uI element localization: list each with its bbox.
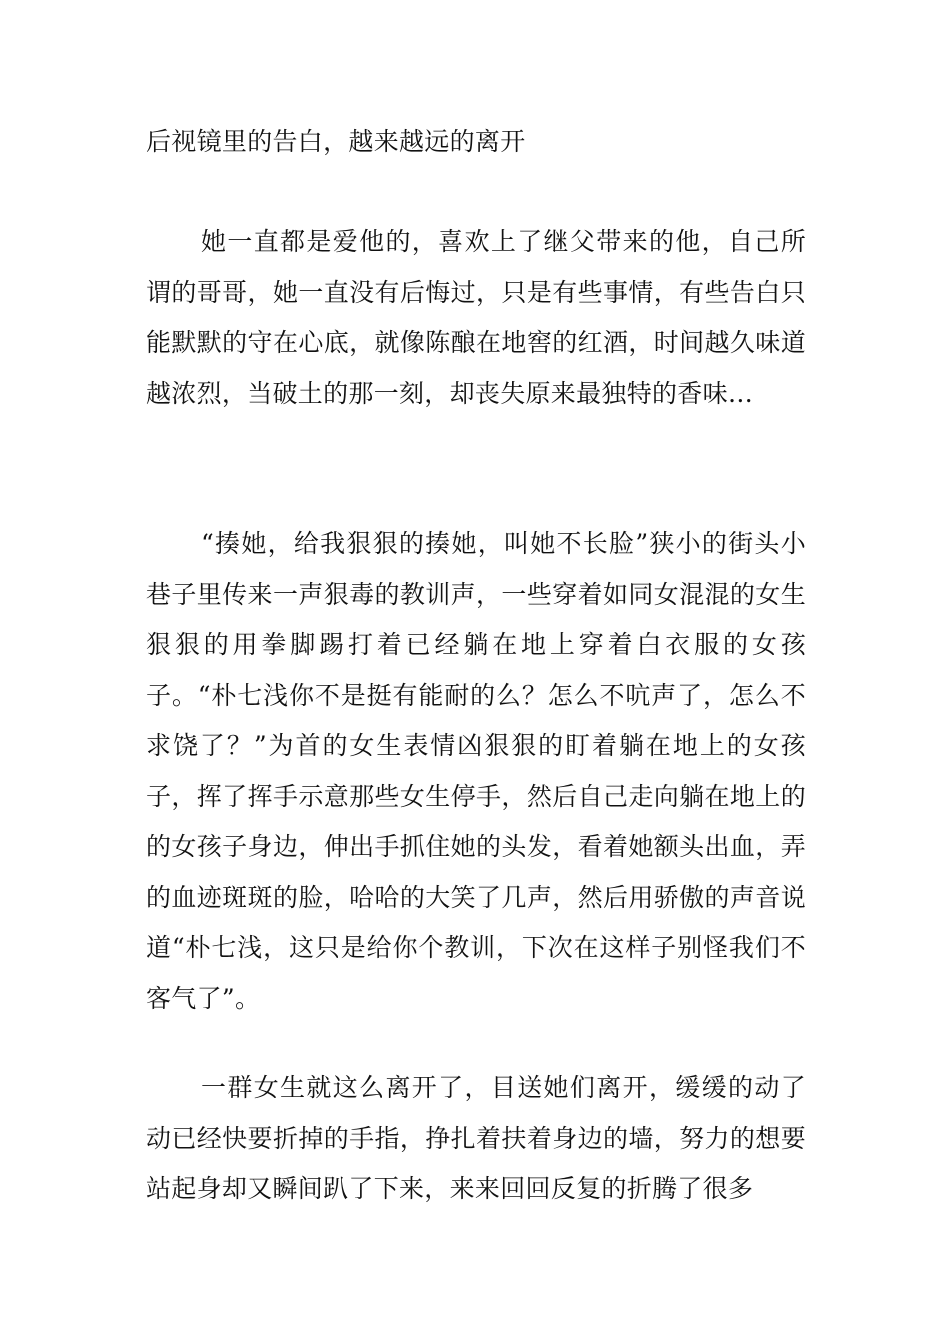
paragraph-1: 她一直都是爱他的，喜欢上了继父带来的他，自己所谓的哥哥，她一直没有后悔过，只是有些事情，有些告白只能默默的守在心底，就像陈酿在地窖的红酒，时间越久味道越浓烈，当破土的那一刻，却丧失原来最独特的香味… — [146, 227, 806, 408]
document-heading: 后视镜里的告白，越来越远的离开 — [146, 127, 526, 156]
paragraph-3: 一群女生就这么离开了，目送她们离开，缓缓的动了动已经快要折掉的手指，挣扎着扶着身边的墙，努力的想要站起身却又瞬间趴了下来，来来回回反复的折腾了很多 — [146, 1073, 806, 1203]
paragraph-2: “揍她，给我狠狠的揍她，叫她不长脸”狭小的街头小巷子里传来一声狠毒的教训声，一些穿着如同女混混的女生狠狠的用拳脚踢打着已经躺在地上穿着白衣服的女孩子。“朴七浅你不是挺有能耐的么？怎么不吭声了，怎么不求饶了？”为首的女生表情凶狠狠的盯着躺在地上的女孩子，挥了挥手示意那些女生停手，然后自己走向躺在地上的的女孩子身边，伸出手抓住她的头发，看着她额头出血，弄的血迹斑斑的脸，哈哈的大笑了几声，然后用骄傲的声音说道“朴七浅，这只是给你个教训，下次在这样子别怪我们不客气了”。 — [146, 529, 806, 1013]
